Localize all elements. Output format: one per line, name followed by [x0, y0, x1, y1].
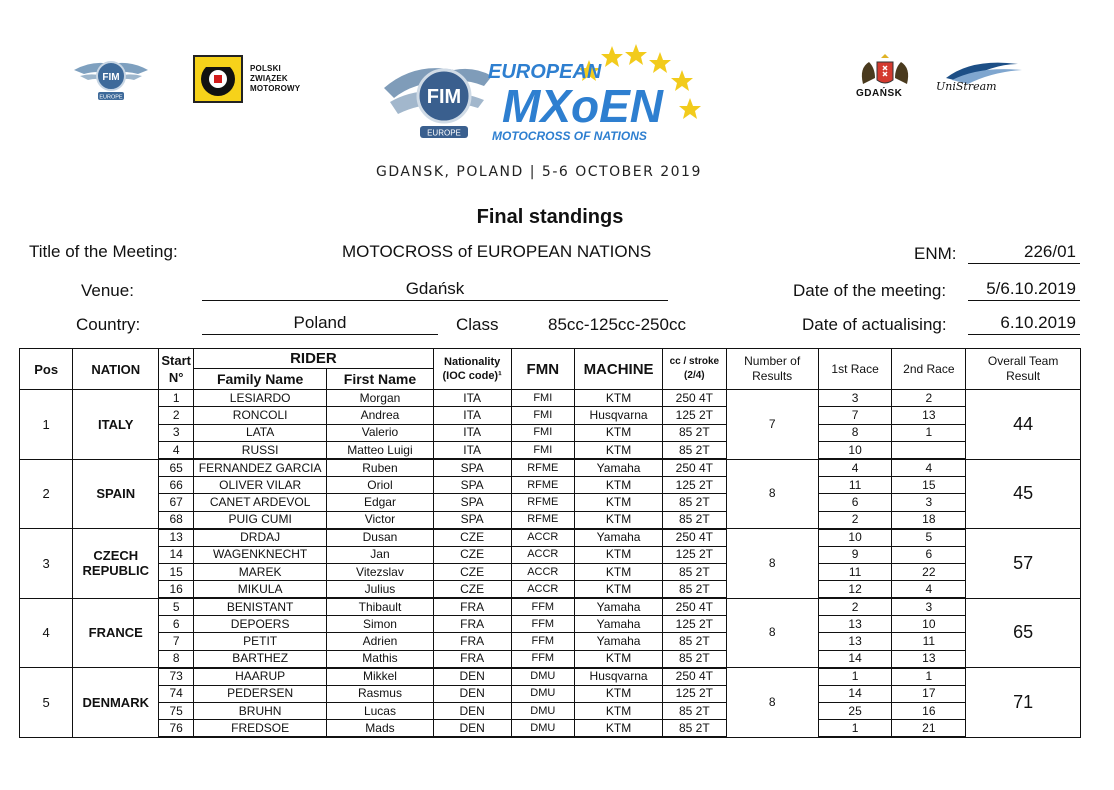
race1-result: 14 [818, 650, 892, 667]
header-number-results [726, 349, 818, 390]
meeting-value: MOTOCROSS of EUROPEAN NATIONS [342, 242, 652, 261]
mxoen-fim-text: FIM [426, 86, 462, 108]
team-pos: 4 [20, 598, 73, 668]
start-number: 6 [159, 616, 194, 633]
table-row [20, 685, 1081, 702]
header-pos: Pos [20, 349, 73, 390]
number-of-results: 8 [726, 459, 818, 529]
cc-stroke: 250 4T [663, 668, 726, 685]
fmn-code: DMU [511, 703, 574, 720]
machine: KTM [575, 494, 663, 511]
first-name: Dusan [327, 529, 434, 546]
nationality-code: DEN [433, 685, 511, 702]
race2-result: 15 [892, 476, 966, 493]
fmn-code: FFM [511, 650, 574, 667]
date-actual-label: Date of actualising: [802, 315, 947, 334]
family-name: PEDERSEN [194, 685, 327, 702]
pzm-line-1: POLSKI [250, 64, 281, 73]
nationality-code: SPA [433, 494, 511, 511]
header-num-1: Number of [744, 354, 801, 368]
nationality-code: ITA [433, 390, 511, 407]
fmn-code: FMI [511, 442, 574, 459]
start-number: 76 [159, 720, 194, 737]
table-row [20, 459, 1081, 476]
first-name: Andrea [327, 407, 434, 424]
cc-stroke: 85 2T [663, 703, 726, 720]
first-name: Vitezslav [327, 563, 434, 580]
nationality-code: DEN [433, 703, 511, 720]
fmn-code: FFM [511, 616, 574, 633]
machine: KTM [575, 390, 663, 407]
fmn-code: FMI [511, 407, 574, 424]
first-name: Matteo Luigi [327, 442, 434, 459]
machine: Yamaha [575, 529, 663, 546]
race2-result: 4 [892, 581, 966, 598]
family-name: DEPOERS [194, 616, 327, 633]
team-nation: FRANCE [73, 598, 159, 668]
race1-result: 11 [818, 563, 892, 580]
race2-result: 13 [892, 407, 966, 424]
cc-stroke: 85 2T [663, 424, 726, 441]
pzm-logo [193, 55, 243, 103]
table-row [20, 511, 1081, 528]
pzm-line-2: ZWIĄZEK [250, 74, 288, 83]
date-meeting-label: Date of the meeting: [793, 281, 947, 300]
race1-result: 2 [818, 598, 892, 615]
race1-result: 10 [818, 442, 892, 459]
table-row [20, 442, 1081, 459]
table-row [20, 476, 1081, 493]
race1-result: 1 [818, 720, 892, 737]
table-row [20, 494, 1081, 511]
header-cc-2: (2/4) [684, 370, 705, 381]
date-actual-value: 6.10.2019 [968, 313, 1080, 335]
number-of-results: 7 [726, 390, 818, 460]
family-name: BENISTANT [194, 598, 327, 615]
race2-result [892, 442, 966, 459]
race2-result: 17 [892, 685, 966, 702]
table-row [20, 598, 1081, 615]
start-number: 7 [159, 633, 194, 650]
race2-result: 18 [892, 511, 966, 528]
team-nation: DENMARK [73, 668, 159, 738]
machine: KTM [575, 703, 663, 720]
cc-stroke: 125 2T [663, 407, 726, 424]
race1-result: 8 [818, 424, 892, 441]
first-name: Mads [327, 720, 434, 737]
race1-result: 10 [818, 529, 892, 546]
overall-team-result: 44 [966, 390, 1081, 460]
fmn-code: FMI [511, 390, 574, 407]
mxoen-main-text: MXoEN [502, 80, 663, 132]
header-nationality [433, 349, 511, 390]
page-title: Final standings [476, 206, 624, 228]
pzm-text [250, 64, 300, 94]
family-name: OLIVER VILAR [194, 476, 327, 493]
cc-stroke: 85 2T [663, 633, 726, 650]
cc-stroke: 125 2T [663, 616, 726, 633]
unistream-text: UniStream [936, 80, 997, 93]
start-number: 68 [159, 511, 194, 528]
race2-result: 1 [892, 668, 966, 685]
nationality-code: FRA [433, 650, 511, 667]
header-first-name: First Name [327, 369, 434, 390]
table-row [20, 650, 1081, 667]
fmn-code: ACCR [511, 563, 574, 580]
header-race2: 2nd Race [892, 349, 966, 390]
header-rider: RIDER [194, 349, 434, 369]
nationality-code: ITA [433, 424, 511, 441]
table-row [20, 390, 1081, 407]
fmn-code: ACCR [511, 529, 574, 546]
meeting-label: Title of the Meeting: [29, 242, 178, 261]
fmn-code: DMU [511, 668, 574, 685]
family-name: LESIARDO [194, 390, 327, 407]
race2-result: 16 [892, 703, 966, 720]
table-row [20, 720, 1081, 737]
team-nation: SPAIN [73, 459, 159, 529]
start-number: 15 [159, 563, 194, 580]
machine: KTM [575, 720, 663, 737]
fmn-code: ACCR [511, 546, 574, 563]
first-name: Thibault [327, 598, 434, 615]
race1-result: 14 [818, 685, 892, 702]
cc-stroke: 250 4T [663, 529, 726, 546]
standings-table [19, 348, 1081, 738]
start-number: 67 [159, 494, 194, 511]
header-overall-2: Result [1006, 369, 1041, 383]
machine: KTM [575, 424, 663, 441]
nationality-code: DEN [433, 668, 511, 685]
fim-small-text: FIM [102, 72, 120, 83]
fmn-code: RFME [511, 459, 574, 476]
team-nation: ITALY [73, 390, 159, 460]
fmn-code: ACCR [511, 581, 574, 598]
start-number: 74 [159, 685, 194, 702]
cc-stroke: 125 2T [663, 476, 726, 493]
first-name: Jan [327, 546, 434, 563]
team-nation: CZECH REPUBLIC [73, 529, 159, 599]
team-pos: 3 [20, 529, 73, 599]
nationality-code: SPA [433, 459, 511, 476]
race1-result: 3 [818, 390, 892, 407]
pzm-line-3: MOTOROWY [250, 84, 301, 93]
race1-result: 2 [818, 511, 892, 528]
header-machine: MACHINE [575, 349, 663, 390]
header-num-2: Results [752, 369, 793, 383]
family-name: RUSSI [194, 442, 327, 459]
cc-stroke: 125 2T [663, 685, 726, 702]
table-row [20, 633, 1081, 650]
fim-small-europe: EUROPE [99, 94, 123, 101]
nationality-code: CZE [433, 529, 511, 546]
header-race1: 1st Race [818, 349, 892, 390]
family-name: PUIG CUMI [194, 511, 327, 528]
header-fmn: FMN [511, 349, 574, 390]
overall-team-result: 45 [966, 459, 1081, 529]
first-name: Victor [327, 511, 434, 528]
enm-value: 226/01 [968, 242, 1080, 264]
header-overall [966, 349, 1081, 390]
pzm-emblem-icon [195, 57, 241, 101]
race2-result: 3 [892, 598, 966, 615]
nationality-code: SPA [433, 511, 511, 528]
overall-team-result: 71 [966, 668, 1081, 738]
race1-result: 13 [818, 616, 892, 633]
nationality-code: CZE [433, 581, 511, 598]
table-row [20, 703, 1081, 720]
nationality-code: DEN [433, 720, 511, 737]
event-venue-line: GDANSK, POLAND | 5-6 OCTOBER 2019 [376, 164, 702, 180]
race2-result: 22 [892, 563, 966, 580]
start-number: 73 [159, 668, 194, 685]
race1-result: 4 [818, 459, 892, 476]
number-of-results: 8 [726, 668, 818, 738]
start-number: 13 [159, 529, 194, 546]
country-value: Poland [202, 313, 438, 335]
header-start-2: N° [168, 370, 184, 385]
first-name: Oriol [327, 476, 434, 493]
start-number: 16 [159, 581, 194, 598]
first-name: Simon [327, 616, 434, 633]
table-row [20, 529, 1081, 546]
table-row [20, 546, 1081, 563]
table-row [20, 407, 1081, 424]
mxoen-europe-text: EUROPE [427, 128, 461, 138]
machine: KTM [575, 442, 663, 459]
family-name: CANET ARDEVOL [194, 494, 327, 511]
machine: Yamaha [575, 598, 663, 615]
family-name: BRUHN [194, 703, 327, 720]
nationality-code: FRA [433, 598, 511, 615]
first-name: Ruben [327, 459, 434, 476]
first-name: Julius [327, 581, 434, 598]
start-number: 3 [159, 424, 194, 441]
team-pos: 2 [20, 459, 73, 529]
nationality-code: FRA [433, 616, 511, 633]
nationality-code: SPA [433, 476, 511, 493]
race1-result: 12 [818, 581, 892, 598]
race1-result: 7 [818, 407, 892, 424]
race2-result: 6 [892, 546, 966, 563]
family-name: BARTHEZ [194, 650, 327, 667]
family-name: WAGENKNECHT [194, 546, 327, 563]
start-number: 2 [159, 407, 194, 424]
family-name: MIKULA [194, 581, 327, 598]
race1-result: 11 [818, 476, 892, 493]
team-pos: 5 [20, 668, 73, 738]
family-name: RONCOLI [194, 407, 327, 424]
race1-result: 9 [818, 546, 892, 563]
family-name: LATA [194, 424, 327, 441]
enm-label: ENM: [914, 244, 957, 263]
fim-europe-logo [72, 52, 150, 102]
family-name: MAREK [194, 563, 327, 580]
date-meeting-value: 5/6.10.2019 [968, 279, 1080, 301]
first-name: Adrien [327, 633, 434, 650]
start-number: 65 [159, 459, 194, 476]
fmn-code: RFME [511, 511, 574, 528]
race2-result: 13 [892, 650, 966, 667]
family-name: PETIT [194, 633, 327, 650]
race2-result: 5 [892, 529, 966, 546]
machine: Yamaha [575, 459, 663, 476]
race2-result: 1 [892, 424, 966, 441]
machine: KTM [575, 546, 663, 563]
cc-stroke: 85 2T [663, 581, 726, 598]
start-number: 5 [159, 598, 194, 615]
family-name: FREDSOE [194, 720, 327, 737]
class-value: 85cc-125cc-250cc [548, 315, 686, 334]
first-name: Morgan [327, 390, 434, 407]
start-number: 8 [159, 650, 194, 667]
machine: KTM [575, 650, 663, 667]
cc-stroke: 85 2T [663, 511, 726, 528]
fmn-code: FFM [511, 633, 574, 650]
race1-result: 25 [818, 703, 892, 720]
first-name: Mathis [327, 650, 434, 667]
fmn-code: DMU [511, 685, 574, 702]
cc-stroke: 250 4T [663, 598, 726, 615]
fmn-code: FFM [511, 598, 574, 615]
venue-label: Venue: [81, 281, 134, 300]
fmn-code: FMI [511, 424, 574, 441]
country-label: Country: [76, 315, 141, 334]
table-row [20, 668, 1081, 685]
fmn-code: RFME [511, 476, 574, 493]
race2-result: 21 [892, 720, 966, 737]
header-cc-1: cc / stroke [669, 356, 720, 367]
nationality-code: CZE [433, 563, 511, 580]
cc-stroke: 85 2T [663, 494, 726, 511]
cc-stroke: 125 2T [663, 546, 726, 563]
family-name: FERNANDEZ GARCIA [194, 459, 327, 476]
header-cc [663, 349, 726, 390]
gdansk-text: GDAŃSK [856, 88, 903, 99]
header-nation: NATION [73, 349, 159, 390]
machine: Husqvarna [575, 668, 663, 685]
race2-result: 11 [892, 633, 966, 650]
class-label: Class [456, 315, 499, 334]
machine: KTM [575, 511, 663, 528]
race1-result: 13 [818, 633, 892, 650]
race2-result: 2 [892, 390, 966, 407]
first-name: Rasmus [327, 685, 434, 702]
cc-stroke: 250 4T [663, 390, 726, 407]
machine: Husqvarna [575, 407, 663, 424]
fmn-code: RFME [511, 494, 574, 511]
table-row [20, 616, 1081, 633]
cc-stroke: 85 2T [663, 442, 726, 459]
first-name: Mikkel [327, 668, 434, 685]
number-of-results: 8 [726, 598, 818, 668]
family-name: DRDAJ [194, 529, 327, 546]
header-nat-2: (IOC code)¹ [442, 370, 502, 382]
cc-stroke: 85 2T [663, 650, 726, 667]
family-name: HAARUP [194, 668, 327, 685]
first-name: Lucas [327, 703, 434, 720]
mxoen-european-text: EUROPEAN [488, 61, 602, 83]
machine: KTM [575, 476, 663, 493]
table-row [20, 563, 1081, 580]
machine: KTM [575, 581, 663, 598]
race1-result: 6 [818, 494, 892, 511]
first-name: Valerio [327, 424, 434, 441]
overall-team-result: 57 [966, 529, 1081, 599]
mxoen-sub-text: MOTOCROSS OF NATIONS [492, 129, 647, 143]
nationality-code: FRA [433, 633, 511, 650]
first-name: Edgar [327, 494, 434, 511]
fmn-code: DMU [511, 720, 574, 737]
header-overall-1: Overall Team [987, 354, 1059, 368]
race2-result: 10 [892, 616, 966, 633]
cc-stroke: 85 2T [663, 563, 726, 580]
start-number: 1 [159, 390, 194, 407]
number-of-results: 8 [726, 529, 818, 599]
nationality-code: CZE [433, 546, 511, 563]
header-start-1: Start [161, 353, 191, 368]
table-row [20, 581, 1081, 598]
mxoen-event-logo [384, 42, 704, 152]
start-number: 14 [159, 546, 194, 563]
cc-stroke: 250 4T [663, 459, 726, 476]
race1-result: 1 [818, 668, 892, 685]
machine: Yamaha [575, 616, 663, 633]
race2-result: 4 [892, 459, 966, 476]
overall-team-result: 65 [966, 598, 1081, 668]
start-number: 75 [159, 703, 194, 720]
start-number: 66 [159, 476, 194, 493]
machine: KTM [575, 563, 663, 580]
machine: Yamaha [575, 633, 663, 650]
venue-value: Gdańsk [202, 279, 668, 301]
header-start [159, 349, 194, 390]
standings-body [20, 390, 1081, 738]
header-nat-1: Nationality [444, 356, 501, 368]
nationality-code: ITA [433, 407, 511, 424]
header-family-name: Family Name [194, 369, 327, 390]
team-pos: 1 [20, 390, 73, 460]
cc-stroke: 85 2T [663, 720, 726, 737]
nationality-code: ITA [433, 442, 511, 459]
machine: KTM [575, 685, 663, 702]
table-row [20, 424, 1081, 441]
race2-result: 3 [892, 494, 966, 511]
start-number: 4 [159, 442, 194, 459]
